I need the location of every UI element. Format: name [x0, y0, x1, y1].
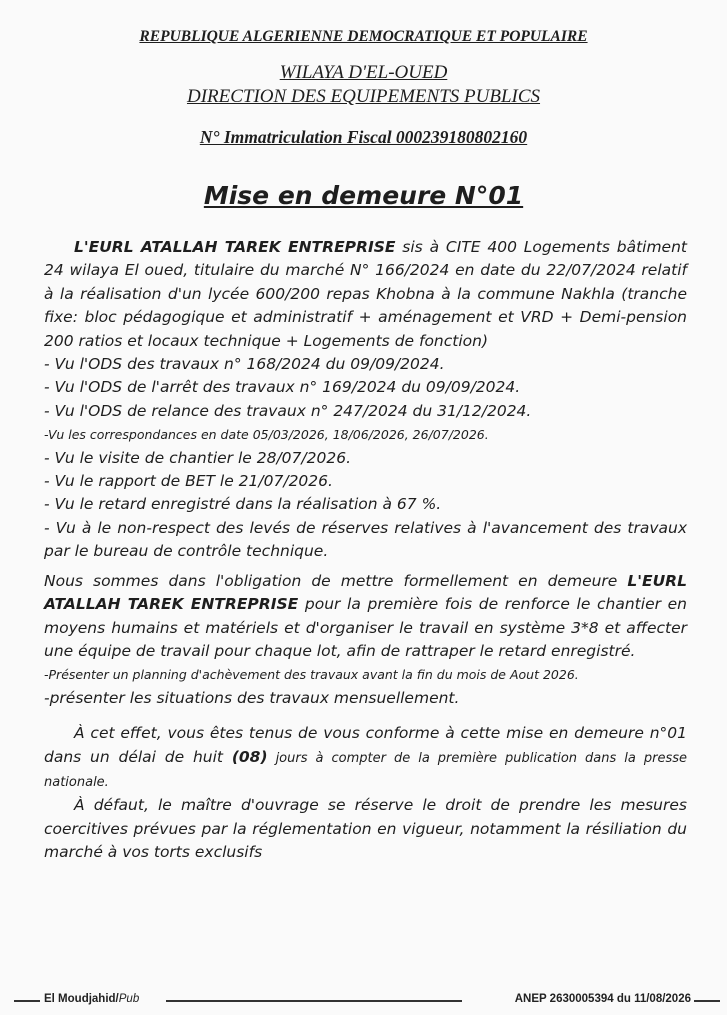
consideration-item: - Vu l'ODS de l'arrêt des travaux n° 169/2024 du 09/09/2024. [44, 378, 521, 397]
intro-text: sis à CITE 400 Logements bâtiment 24 wilaya El oued, titulaire du marché N° 166/2024 en date du 22/07/2024 relatif à la réalisation d'un lycée 600/200 repas Khobna à la commune Nakhla (tranche fixe: bloc pédagogique et administratif + aménagement et VRD + Demi-pension 200 ratios et locaux technique + Logements de fonction) [44, 238, 687, 350]
compliance-text: À cet effet, vous êtes tenus de vous conforme à cette mise en demeure n°01 dans un délai de huit [44, 724, 687, 766]
obligation-text-end: pour la première fois de renforce le chantier en moyens humains et matériels et d'organiser le travail en système 3*8 et affecter une équipe de travail pour chaque lot, afin de rattraper le retard enregistré. [44, 595, 687, 660]
obligation-paragraph [44, 570, 687, 664]
consideration-item: - Vu le rapport de BET le 21/07/2026. [44, 472, 333, 491]
anep-reference: ANEP 2630005394 du 11/08/2026 [514, 993, 691, 1005]
footer-rule-left [14, 1000, 40, 1002]
consideration-item: - Vu l'ODS de relance des travaux n° 247/2024 du 31/12/2024. [44, 401, 532, 420]
footer-rule-middle [166, 1000, 462, 1002]
compliance-paragraph [44, 722, 687, 794]
company-name: L'EURL ATALLAH TAREK ENTREPRISE [44, 571, 687, 614]
wilaya-heading: WILAYA D'EL-OUED [279, 62, 448, 83]
consideration-item: - Vu le visite de chantier le 28/07/2026. [44, 448, 351, 467]
consideration-item: - Vu à le non-respect des levés de réserves relatives à l'avancement des travaux par le bureau de contrôle technique. [44, 518, 687, 561]
footer-rule-right [694, 1000, 720, 1002]
consideration-item: -Vu les correspondances en date 05/03/2026, 18/06/2026, 26/07/2026. [44, 427, 489, 443]
footer [0, 991, 727, 1011]
requirement-item: -présenter les situations des travaux mensuellement. [44, 688, 460, 707]
fiscal-number: N° Immatriculation Fiscal 000239180802160 [199, 127, 528, 147]
republic-heading: REPUBLIQUE ALGERIENNE DEMOCRATIQUE ET POPULAIRE [139, 28, 588, 45]
newspaper-source: El Moudjahid/Pub [44, 993, 140, 1005]
default-clause: À défaut, le maître d'ouvrage se réserve le droit de prendre les mesures coercitives prévues par la réglementation en vigueur, notamment la résiliation du marché à vos torts exclusifs [44, 796, 687, 862]
compliance-text-end: jours à compter de la première publication dans la presse nationale. [44, 750, 687, 790]
consideration-item: - Vu le retard enregistré dans la réalisation à 67 %. [44, 495, 442, 514]
deadline-days: (08) [231, 747, 268, 766]
notice-body [44, 236, 687, 865]
intro-paragraph [44, 236, 687, 353]
requirement-item: -Présenter un planning d'achèvement des travaux avant la fin du mois de Aout 2026. [44, 667, 579, 683]
company-name: L'EURL ATALLAH TAREK ENTREPRISE [74, 238, 396, 256]
consideration-item: - Vu l'ODS des travaux n° 168/2024 du 09/09/2024. [44, 355, 445, 374]
direction-heading: DIRECTION DES EQUIPEMENTS PUBLICS [186, 86, 541, 107]
obligation-text-start: Nous sommes dans l'obligation de mettre formellement en demeure [44, 571, 628, 590]
notice-title: Mise en demeure N°01 [203, 181, 524, 210]
